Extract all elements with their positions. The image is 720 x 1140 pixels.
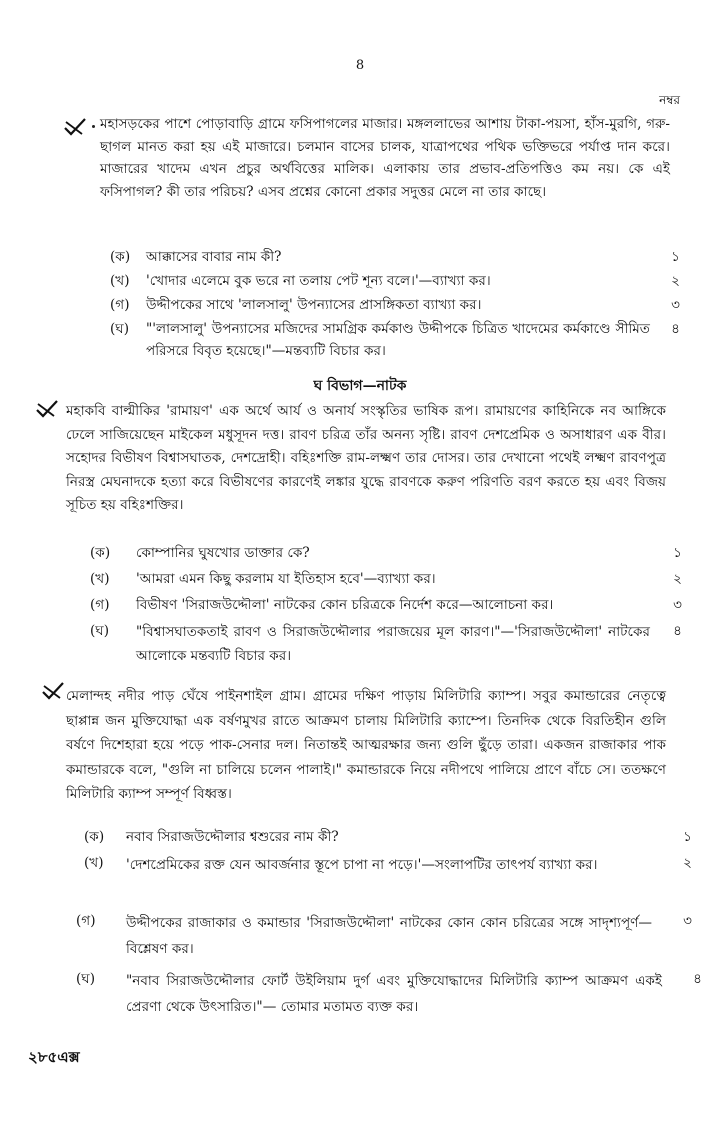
part-label: (খ) [84, 855, 104, 871]
part-marks: ১ [683, 829, 692, 845]
question-3-stimulus: মেলান্দহ নদীর পাড় ঘেঁষে পাইনশাইল গ্রাম। গ্রামের দক্ষিণ পাড়ায় মিলিটারি ক্যাম্প। সবুর কমান্ডারের নেতৃত্বে ছাপ্পান্ন জন মুক্তিযোদ্ধা এক বর্ষণমুখর রাতে আক্রমণ চালায় মিলিটারি ক্যাম্পে। তিনদিক থেকে বিরতিহীন গুলি বর্ষণে দিশেহারা হয়ে পড়ে পাক-সেনার দল। নিতান্তই আত্মরক্ষার জন্য গুলি ছুঁড়ে তারা। একজন রাজাকার পাক কমান্ডারকে বলে, "গুলি না চালিয়ে চলেন পালাই।" কমান্ডারকে নিয়ে নদীপথে পালিয়ে প্রাণে বাঁচে সে। ততক্ষণে মিলিটারি ক্যাম্প সম্পূর্ণ বিধ্বস্ত। [66, 688, 666, 802]
part-text: নবাব সিরাজউদ্দৌলার শ্বশুরের নাম কী? [126, 829, 339, 845]
question-1-stimulus: মহাসড়কের পাশে পোড়াবাড়ি গ্রামে ফসিপাগলের মাজার। মঙ্গললাভের আশায় টাকা-পয়সা, হাঁস-মুরগি, গরু-ছাগল মানত করা হয় এই মাজারে। চলমান বাসের চালক, যাত্রাপথের পথিক ভক্তিভরে পর্যাপ্ত দান করে। মাজারের খাদেম এখন প্রচুর অর্থবিত্তের মালিক। এলাকায় তার প্রভাব-প্রতিপত্তিও কম নয়। কে এই ফসিপাগল? কী তার পরিচয়? এসব প্রশ্নের কোনো প্রকার সদুত্তর মেলে না তার কাছে। [100, 116, 670, 200]
question-2-part-gha [90, 620, 650, 668]
part-text: 'আমরা এমন কিছু করলাম যা ইতিহাস হবে'—ব্যাখ্যা কর। [136, 571, 436, 587]
question-1-part-ga [110, 294, 650, 316]
question-2-part-ka [90, 542, 650, 566]
part-label: (গ) [90, 597, 110, 613]
tick-mark-icon [40, 680, 66, 702]
part-label: (খ) [110, 273, 130, 289]
part-marks: ৪ [671, 321, 680, 337]
part-marks: ২ [683, 855, 692, 871]
part-marks: ৩ [671, 297, 680, 313]
question-3-part-ga [76, 910, 656, 962]
part-text: 'খোদার এলেমে বুক ভরে না তলায় পেট শূন্য বলে।'—ব্যাখ্যা কর। [146, 273, 491, 289]
part-marks: ১ [671, 249, 680, 265]
question-2-part-ga [90, 594, 650, 618]
question-2-stimulus: মহাকবি বাল্মীকির 'রামায়ণ' এক অর্থে আর্য ও অনার্য সংস্কৃতির ভাষিক রূপ। রামায়ণের কাহিনিকে নব আঙ্গিকে ঢেলে সাজিয়েছেন মাইকেল মধুসূদন দত্ত। রাবণ চরিত্র তাঁর অনন্য সৃষ্টি। রাবণ দেশপ্রেমিক ও অসাধারণ এক বীর। সহোদর বিভীষণ বিশ্বাসঘাতক, দেশদ্রোহী। বহিঃশক্তি রাম-লক্ষ্মণ তার দোসর। তার দেখানো পথেই লক্ষ্মণ রাবণপুত্র নিরস্ত্র মেঘনাদকে হত্যা করে বিভীষণের কারণেই লঙ্কার যুদ্ধে রাবণকে করুণ পরিণতি বরণ করতে হয় এবং বিজয় সূচিত হয় বহিঃশক্তির। [66, 403, 666, 513]
page-number: 8 [355, 58, 365, 73]
question-3-part-gha [76, 968, 666, 1020]
part-marks: ৩ [683, 913, 692, 929]
footer-code: ২৮৫এক্স [28, 1048, 80, 1066]
part-label: (ক) [84, 829, 105, 845]
section-heading: ঘ বিভাগ—নাটক [313, 378, 407, 394]
part-text: "নবাব সিরাজউদ্দৌলার ফোর্ট উইলিয়াম দুর্গ এবং মুক্তিযোদ্ধাদের মিলিটারি ক্যাম্প আক্রমণ একই প্রেরণা থেকে উৎসারিত।"— তোমার মতামত ব্যক্ত কর। [126, 973, 662, 1015]
bullet-dot [92, 125, 95, 128]
part-label: (ক) [110, 249, 131, 265]
part-text: উদ্দীপকের সাথে 'লালসালু' উপন্যাসের প্রাসঙ্গিকতা ব্যাখ্যা কর। [146, 297, 482, 313]
part-label: (ঘ) [110, 321, 130, 337]
part-text: বিভীষণ 'সিরাজউদ্দৌলা' নাটকের কোন চরিত্রকে নির্দেশ করে—আলোচনা কর। [136, 597, 554, 613]
part-label: (গ) [76, 913, 96, 929]
part-text: "'লালসালু' উপন্যাসের মজিদের সামগ্রিক কর্মকাণ্ড উদ্দীপকে চিত্রিত খাদেমের কর্মকাণ্ডে সীমিত পরিসরে বিবৃত হয়েছে।"—মন্তব্যটি বিচার কর। [146, 321, 650, 359]
part-marks: ১ [673, 545, 682, 561]
part-label: (গ) [110, 297, 130, 313]
tick-mark-icon [34, 398, 60, 420]
question-3-part-kha [84, 852, 644, 904]
part-label: (ঘ) [76, 971, 96, 987]
part-text: কোম্পানির ঘুষখোর ডাক্তার কে? [136, 545, 310, 561]
part-label: (ঘ) [90, 623, 110, 639]
part-text: আক্কাসের বাবার নাম কী? [146, 249, 282, 265]
part-marks: ২ [673, 571, 682, 587]
marks-column-label: নম্বর [659, 93, 680, 107]
question-1-part-ka [110, 246, 650, 268]
part-text: 'দেশপ্রেমিকের রক্ত যেন আবর্জনার স্তূপে চাপা না পড়ে।'—সংলাপটির তাৎপর্য ব্যাখ্যা কর। [126, 857, 598, 873]
part-marks: ৩ [673, 597, 682, 613]
part-marks: ২ [671, 273, 680, 289]
question-1-part-gha [110, 318, 650, 364]
question-3-part-ka [84, 826, 644, 850]
part-text: উদ্দীপকের রাজাকার ও কমান্ডার 'সিরাজউদ্দৌলা' নাটকের কোন কোন চরিত্রের সঙ্গে সাদৃশ্যপূর্ণ—বিশ্লেষণ কর। [126, 915, 652, 957]
part-marks: ৪ [693, 971, 702, 987]
tick-mark-icon [62, 116, 88, 138]
question-1-part-kha [110, 270, 650, 292]
part-label: (খ) [90, 571, 110, 587]
question-2-part-kha [90, 568, 650, 592]
part-marks: ৪ [673, 623, 682, 639]
part-text: "বিশ্বাসঘাতকতাই রাবণ ও সিরাজউদ্দৌলার পরাজয়ের মূল কারণ।"—'সিরাজউদ্দৌলা' নাটকের আলোকে মন্তব্যটি বিচার কর। [136, 624, 650, 664]
part-label: (ক) [90, 545, 111, 561]
